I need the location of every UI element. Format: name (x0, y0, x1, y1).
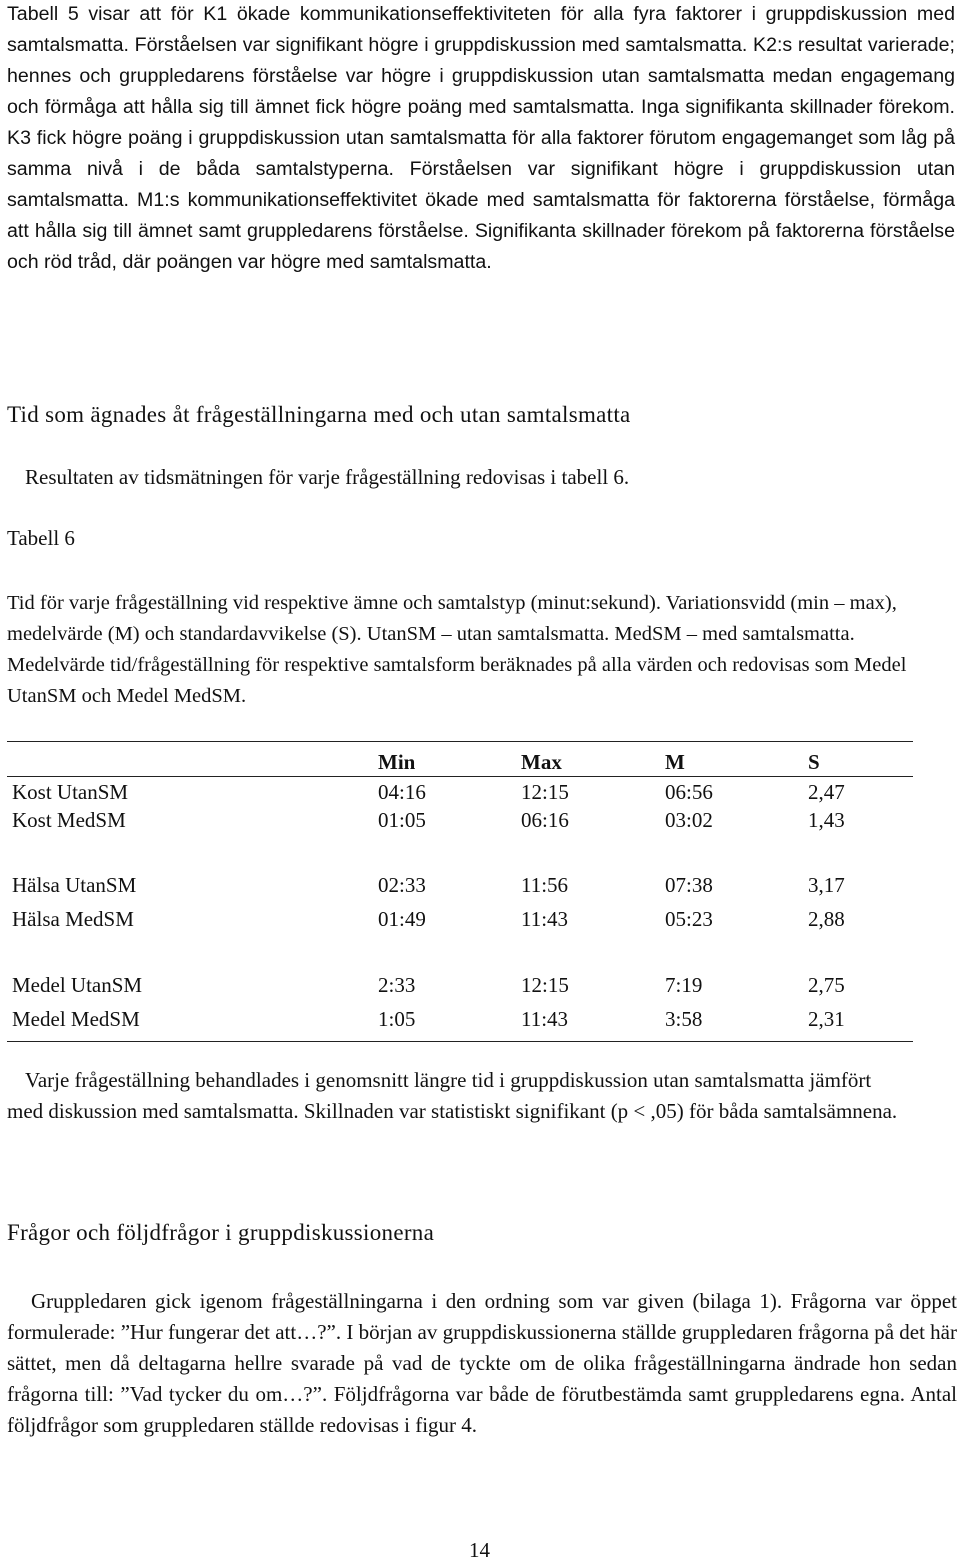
table-cell-max: 12:15 (521, 780, 569, 804)
section-heading-time: Tid som ägnades åt frågeställningarna med och utan samtalsmatta (7, 402, 631, 427)
table-header-max: Max (521, 750, 562, 774)
table-row-label: Hälsa UtanSM (12, 873, 137, 897)
table-cell-max: 12:15 (521, 973, 569, 997)
table-cell-min: 01:49 (378, 907, 426, 931)
table-header-s: S (808, 750, 820, 774)
table-cell-m: 3:58 (665, 1007, 703, 1031)
table-cell-min: 01:05 (378, 808, 426, 832)
intro-paragraph: Tabell 5 visar att för K1 ökade kommunikationseffektiviteten för alla fyra faktorer i gruppdiskussion med samtalsmatta. Förståelsen var signifikant högre i gruppdiskussion med samtalsmatta. K2:s resultat varierade; hennes och gruppledarens förståelse var högre i gruppdiskussion utan samtalsmatta medan engagemang och förmåga att hålla sig till ämnet fick högre poäng med samtalsmatta. Inga signifikanta skillnader förekom. K3 fick högre poäng i gruppdiskussion utan samtalsmatta för alla faktorer förutom engagemanget som låg på samma nivå i de båda samtalstyperna. Förståelsen var signifikant högre i gruppdiskussion utan samtalsmatta. M1:s kommunikationseffektivitet ökade med samtalsmatta för faktorerna förståelse, förmåga att hålla sig till ämnet samt gruppledarens förståelse. Signifikanta skillnader förekom på faktorerna förståelse och röd tråd, där poängen var högre med samtalsmatta. (7, 3, 955, 273)
table-row-label: Kost UtanSM (12, 780, 129, 804)
table-label: Tabell 6 (7, 526, 75, 550)
table-row-label: Kost MedSM (12, 808, 126, 832)
page-number: 14 (469, 1538, 490, 1562)
table-cell-s: 2,47 (808, 780, 845, 804)
table-header-rule (7, 776, 913, 777)
table-cell-s: 2,31 (808, 1007, 845, 1031)
table-cell-min: 02:33 (378, 873, 426, 897)
table-cell-m: 07:38 (665, 873, 713, 897)
table-cell-m: 7:19 (665, 973, 703, 997)
table-cell-s: 3,17 (808, 873, 845, 897)
after-table-paragraph (7, 1065, 907, 1127)
table-cell-min: 1:05 (378, 1007, 416, 1031)
table-cell-m: 03:02 (665, 808, 713, 832)
section-heading-questions: Frågor och följdfrågor i gruppdiskussionerna (7, 1220, 435, 1245)
table-bottom-rule (7, 1041, 913, 1042)
table-header-min: Min (378, 750, 416, 774)
table-cell-m: 05:23 (665, 907, 713, 931)
document-page (7, 0, 957, 1563)
questions-text: Gruppledaren gick igenom frågeställningarna i den ordning som var given (bilaga 1). Frågorna var öppet formulerade: ”Hur fungerar det att…?”. I början av gruppdiskussionerna ställde gruppledaren frågorna på det här sättet, men då deltagarna hellre svarade på vad de tyckte om de olika frågeställningarna ändrade hon sedan frågorna till: ”Vad tycker du om…?”. Följdfrågorna var både de förutbestämda samt gruppledarens egna. Antal följdfrågor som gruppledaren ställde redovisas i figur 4. (7, 1289, 957, 1437)
table-cell-s: 2,75 (808, 973, 845, 997)
table-row-label: Hälsa MedSM (12, 907, 134, 931)
table-cell-max: 11:43 (521, 1007, 569, 1031)
table-header-m: M (665, 750, 685, 774)
table-cell-min: 2:33 (378, 973, 416, 997)
table-cell-max: 11:56 (521, 873, 569, 897)
table-caption: Tid för varje frågeställning vid respektive ämne och samtalstyp (minut:sekund). Variationsvidd (min – max), medelvärde (M) och standardavvikelse (S). UtanSM – utan samtalsmatta. MedSM – med samtalsmatta. Medelvärde tid/frågeställning för respektive samtalsform beräknades på alla värden och redovisas som Medel UtanSM och Medel MedSM. (7, 592, 907, 707)
section-lead-text: Resultaten av tidsmätningen för varje frågeställning redovisas i tabell 6. (25, 465, 630, 489)
table-top-rule (7, 741, 913, 742)
table-cell-s: 1,43 (808, 808, 845, 832)
table-row-label: Medel UtanSM (12, 973, 143, 997)
questions-paragraph (7, 1286, 957, 1441)
after-table-text: Varje frågeställning behandlades i genomsnitt längre tid i gruppdiskussion utan samtalsmatta jämfört med diskussion med samtalsmatta. Skillnaden var statistiskt signifikant (p < ,05) för båda samtalsämnena. (7, 1068, 898, 1123)
table-cell-min: 04:16 (378, 780, 426, 804)
table-cell-m: 06:56 (665, 780, 713, 804)
table-row-label: Medel MedSM (12, 1007, 140, 1031)
table-cell-max: 11:43 (521, 907, 569, 931)
table-cell-s: 2,88 (808, 907, 845, 931)
table-cell-max: 06:16 (521, 808, 569, 832)
